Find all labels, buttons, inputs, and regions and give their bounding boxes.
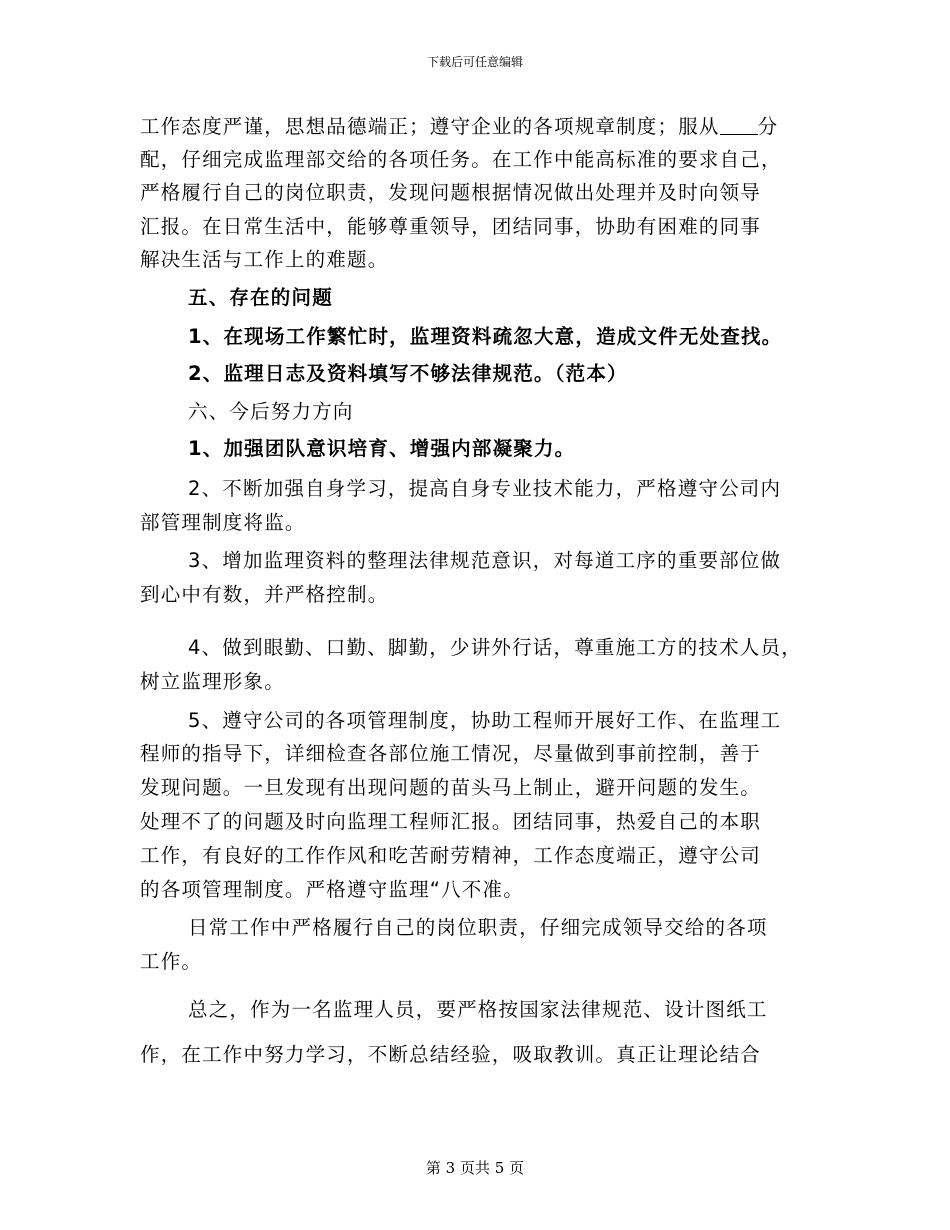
- text-line: 解决生活与工作上的难题。: [140, 248, 389, 271]
- text-line: 的各项管理制度。严格遵守监理“八不准。: [140, 878, 524, 901]
- text-line: 工作，有良好的工作作风和吃苦耐劳精神，工作态度端正，遵守公司: [140, 844, 762, 867]
- text-line: 严格履行自己的岗位职责，发现问题根据情况做出处理并及时向领导: [140, 181, 762, 204]
- text-line: 2、不断加强自身学习，提高自身专业技术能力，严格遵守公司内: [188, 477, 782, 500]
- text-line: 3、增加监理资料的整理法律规范意识，对每道工序的重要部位做: [188, 549, 782, 572]
- section-heading-problems: 五、存在的问题: [188, 286, 333, 309]
- text-line: 发现问题。一旦发现有出现问题的苗头马上制止，避开问题的发生。: [140, 776, 762, 799]
- text-line: 汇报。在日常生活中，能够尊重领导，团结同事，协助有困难的同事: [140, 215, 762, 238]
- text-line: 工作。: [140, 950, 203, 973]
- blank-underline: [720, 116, 758, 135]
- text-line: 日常工作中严格履行自己的岗位职责，仔细完成领导交给的各项: [188, 916, 768, 939]
- text-line: 作，在工作中努力学习，不断总结经验，吸取教训。真正让理论结合: [140, 1043, 762, 1066]
- text-line: 2、监理日志及资料填写不够法律规范。（范本）: [188, 362, 628, 385]
- page-footer: 第 3 页共 5 页: [425, 1159, 525, 1177]
- text-segment: 工作态度严谨，思想品德端正；遵守企业的各项规章制度；服从: [140, 115, 720, 138]
- text-line: 5、遵守公司的各项管理制度，协助工程师开展好工作、在监理工: [188, 709, 782, 732]
- text-line: 1、加强团队意识培育、增强内部凝聚力。: [188, 437, 576, 460]
- text-line: 程师的指导下，详细检查各部位施工情况，尽量做到事前控制，善于: [140, 742, 762, 765]
- text-line: 树立监理形象。: [140, 670, 285, 693]
- text-line: 部管理制度将监。: [140, 511, 306, 534]
- text-line: 4、做到眼勤、口勤、脚勤，少讲外行话，尊重施工方的技术人员，: [188, 636, 802, 659]
- text-line: 处理不了的问题及时向监理工程师汇报。团结同事，热爱自己的本职: [140, 810, 762, 833]
- text-line: [140, 114, 778, 140]
- text-line: 到心中有数，并严格控制。: [140, 583, 389, 606]
- page-header: 下载后可任意编辑: [426, 55, 523, 69]
- text-line: 配，仔细完成监理部交给的各项任务。在工作中能高标准的要求自己，: [140, 148, 782, 171]
- text-segment: 分: [757, 115, 779, 138]
- section-heading-direction: 六、今后努力方向: [188, 400, 354, 423]
- text-line: 1、在现场工作繁忙时，监理资料疏忽大意，造成文件无处查找。: [188, 325, 783, 348]
- text-line: 总之，作为一名监理人员，要严格按国家法律规范、设计图纸工: [188, 998, 768, 1021]
